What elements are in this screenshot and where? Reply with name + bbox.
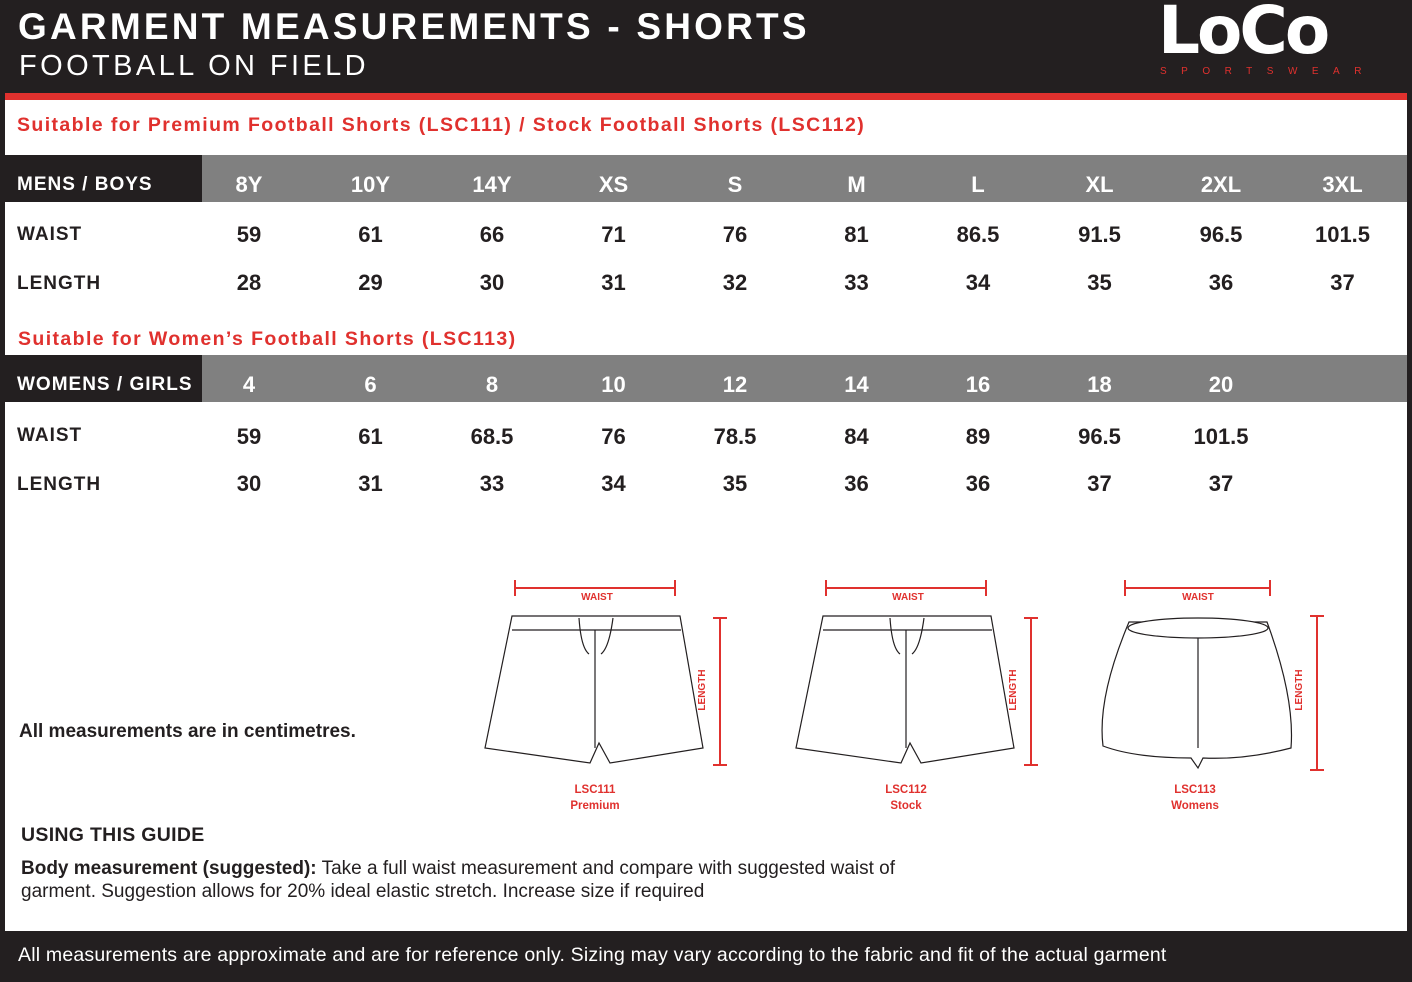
mens-waist-value: 96.5 (1199, 222, 1243, 247)
womens-size-16: 16 (965, 372, 991, 397)
mens-length-value: 31 (601, 270, 626, 295)
mens-size-10y: 10Y (350, 172, 391, 197)
accent-divider (5, 93, 1407, 100)
womens-size-header (5, 355, 1407, 402)
content-panel (5, 100, 1407, 931)
womens-size-4: 4 (242, 372, 256, 397)
womens-waist-value: 101.5 (1193, 424, 1249, 449)
womens-waist-value: 76 (601, 424, 626, 449)
guide-heading: USING THIS GUIDE (21, 824, 205, 846)
womens-waist-label: WAIST (17, 425, 83, 446)
mens-header-label-box (5, 155, 202, 202)
mens-size-m: M (847, 172, 866, 197)
mens-header-label: MENS / BOYS (17, 174, 153, 195)
mens-waist-value: 91.5 (1078, 222, 1121, 247)
mens-section-title: Suitable for Premium Football Shorts (LSC111) / Stock Football Shorts (LSC112) (17, 114, 866, 136)
womens-length-value: 33 (479, 471, 505, 496)
womens-length-value: 35 (722, 471, 748, 496)
womens-length-value: 36 (965, 471, 991, 496)
diagram-womens-shorts (1095, 578, 1365, 818)
diagram-premium-shorts (475, 578, 745, 818)
mens-waist-value: 59 (236, 222, 262, 247)
womens-waist-value: 78.5 (713, 424, 757, 449)
mens-size-3xl: 3XL (1322, 172, 1363, 197)
womens-size-6: 6 (364, 372, 377, 397)
mens-size-8y: 8Y (235, 172, 263, 197)
mens-length-value: 29 (358, 270, 383, 295)
mens-waist-value: 86.5 (956, 222, 1000, 247)
womens-size-20: 20 (1208, 372, 1234, 397)
mens-size-xl: XL (1085, 172, 1114, 197)
mens-size-s: S (727, 172, 743, 197)
mens-waist-value: 81 (844, 222, 869, 247)
mens-length-value: 37 (1330, 270, 1355, 295)
womens-header-label: WOMENS / GIRLS (17, 374, 193, 395)
womens-waist-value: 59 (236, 424, 262, 449)
page-subtitle: FOOTBALL ON FIELD (19, 50, 370, 82)
womens-length-value: 37 (1208, 471, 1234, 496)
units-note: All measurements are in centimetres. (19, 721, 356, 742)
page-title: GARMENT MEASUREMENTS - SHORTS (18, 6, 810, 47)
womens-size-14: 14 (844, 372, 869, 397)
womens-name: Womens (1171, 800, 1219, 812)
diagram-stock-shorts (786, 578, 1056, 818)
mens-length-value: 28 (236, 270, 262, 295)
womens-length-value: 36 (844, 471, 869, 496)
womens-code: LSC113 (1174, 784, 1216, 796)
womens-size-8: 8 (485, 372, 499, 397)
womens-length-label: LENGTH (1294, 669, 1305, 711)
guide-body-text: Take a full waist measurement and compare with suggested waist of garment. Suggestion allows for 20% ideal elastic stretch. Increase size if required (21, 858, 896, 902)
premium-code: LSC111 (574, 784, 616, 796)
womens-size-10: 10 (601, 372, 626, 397)
premium-name: Premium (570, 800, 620, 812)
mens-size-2xl: 2XL (1200, 172, 1242, 197)
womens-length-value: 31 (358, 471, 383, 496)
mens-length-value: 36 (1208, 270, 1234, 295)
mens-length-value: 35 (1087, 270, 1112, 295)
premium-waist-label: WAIST (581, 592, 613, 603)
guide-body-label: Body measurement (suggested): (21, 858, 317, 879)
mens-waist-label: WAIST (17, 224, 83, 245)
mens-waist-value: 71 (601, 222, 626, 247)
womens-waist-value: 89 (965, 424, 991, 449)
womens-length-value: 37 (1087, 471, 1112, 496)
page-header (0, 0, 1412, 93)
stock-name: Stock (890, 800, 922, 812)
womens-waist-value: 96.5 (1078, 424, 1121, 449)
womens-header-label-box (5, 355, 202, 402)
mens-length-value: 30 (479, 270, 505, 295)
womens-waist-value: 61 (358, 424, 383, 449)
womens-length-value: 30 (236, 471, 262, 496)
mens-waist-value: 61 (358, 222, 383, 247)
mens-size-14y: 14Y (472, 172, 512, 197)
mens-size-header (5, 155, 1407, 202)
logo-subtext: SPORTSWEAR (1160, 66, 1376, 77)
stock-code: LSC112 (885, 784, 927, 796)
mens-waist-value: 76 (722, 222, 748, 247)
mens-size-l: L (971, 172, 985, 197)
womens-waist-value: 84 (844, 424, 869, 449)
womens-size-12: 12 (722, 372, 748, 397)
womens-waist-value: 68.5 (470, 424, 514, 449)
stock-length-label: LENGTH (1008, 669, 1019, 711)
logo-wordmark: LoCo (1158, 0, 1328, 69)
stock-waist-label: WAIST (892, 592, 924, 603)
mens-waist-value: 66 (479, 222, 505, 247)
mens-length-value: 33 (844, 270, 869, 295)
womens-section-title: Suitable for Women’s Football Shorts (LSC113) (18, 328, 517, 350)
mens-size-xs: XS (598, 172, 629, 197)
brand-logo (1150, 0, 1390, 84)
disclaimer-footer: All measurements are approximate and are for reference only. Sizing may vary according to the fabric and fit of the actual garment (18, 944, 1167, 966)
mens-length-value: 32 (722, 270, 748, 295)
womens-waist-label: WAIST (1182, 592, 1214, 603)
mens-length-value: 34 (965, 270, 991, 295)
womens-size-18: 18 (1087, 372, 1112, 397)
mens-length-label: LENGTH (17, 273, 102, 294)
mens-waist-value: 101.5 (1314, 222, 1371, 247)
womens-length-value: 34 (601, 471, 626, 496)
guide-body (21, 857, 951, 903)
premium-length-label: LENGTH (697, 669, 708, 711)
womens-length-label: LENGTH (17, 474, 102, 495)
